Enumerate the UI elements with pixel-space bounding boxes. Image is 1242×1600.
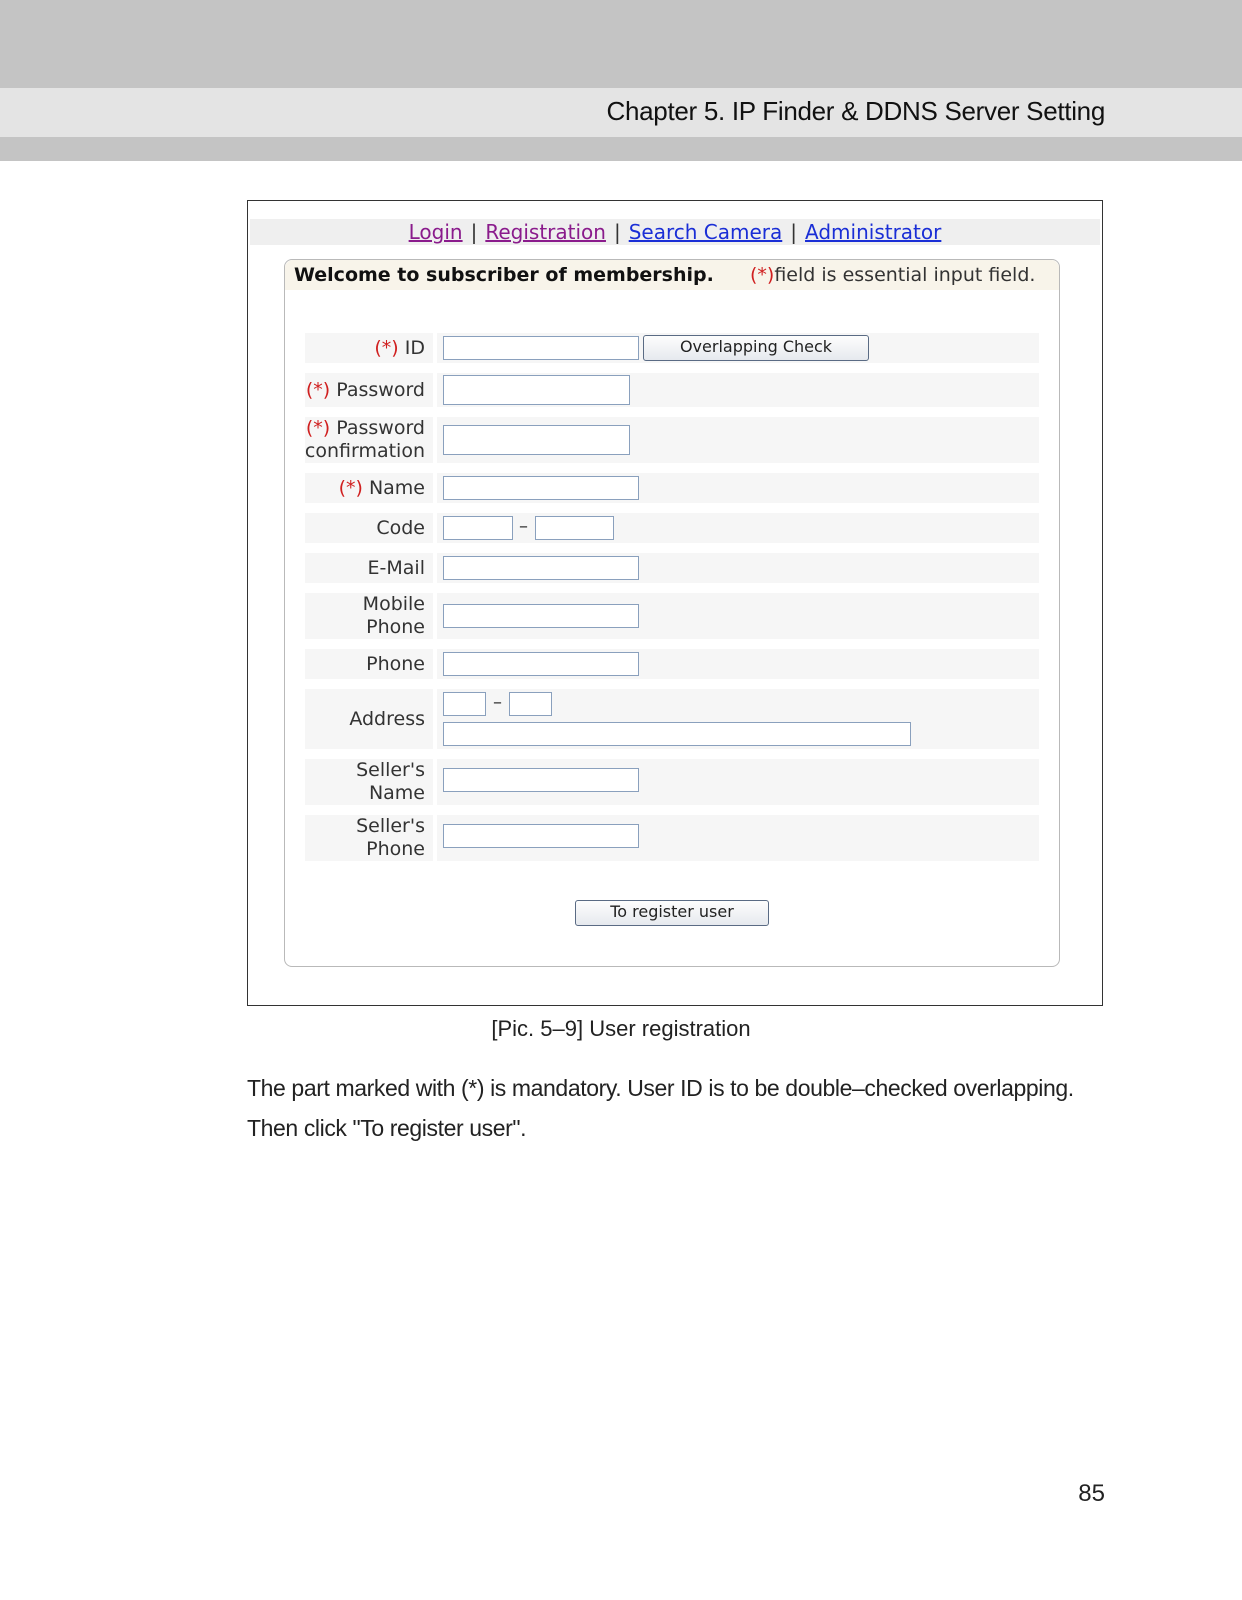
seller-phone-label [305, 815, 433, 861]
seller-name-label [305, 759, 433, 805]
required-note-text: field is essential input field. [774, 264, 1036, 286]
address-dash: – [493, 692, 502, 713]
nav-separator: | [470, 220, 478, 244]
page-number: 85 [1078, 1480, 1105, 1507]
seller-phone-line1: Seller's [356, 815, 425, 837]
name-label-text: Name [368, 476, 425, 499]
address-detail-input[interactable] [443, 722, 911, 746]
password-field-cell [437, 373, 1039, 407]
password-confirm-line2: confirmation [304, 440, 425, 462]
nav-login-link[interactable]: Login [408, 220, 463, 244]
phone-row [305, 649, 1039, 679]
password-label-text: Password [336, 378, 425, 401]
header-band-top [0, 0, 1242, 88]
code-field-cell [437, 513, 1039, 543]
top-nav [250, 219, 1100, 245]
address-label: Address [305, 689, 433, 749]
name-input[interactable] [443, 476, 639, 500]
email-field-cell [437, 553, 1039, 583]
code-label: Code [305, 513, 433, 543]
password-confirm-label [305, 417, 433, 463]
email-input[interactable] [443, 556, 639, 580]
seller-phone-field-cell [437, 815, 1039, 861]
nav-separator: | [790, 220, 798, 244]
mobile-line2: Phone [366, 616, 425, 638]
mobile-phone-field-cell [437, 593, 1039, 639]
phone-label: Phone [305, 649, 433, 679]
required-note [750, 264, 1035, 286]
password-confirm-input[interactable] [443, 425, 630, 455]
password-input[interactable] [443, 375, 630, 405]
seller-phone-input[interactable] [443, 824, 639, 848]
id-label [305, 333, 433, 363]
email-label: E-Mail [305, 553, 433, 583]
password-row [305, 373, 1039, 407]
email-row [305, 553, 1039, 583]
required-mark: (*) [305, 378, 331, 401]
body-line-2: Then click "To register user". [247, 1115, 527, 1141]
id-label-text: ID [404, 336, 425, 359]
required-mark: (*) [750, 264, 775, 286]
mobile-phone-input[interactable] [443, 604, 639, 628]
required-mark: (*) [374, 336, 399, 359]
address-field-cell [437, 689, 1039, 749]
phone-input[interactable] [443, 652, 639, 676]
code-input-second[interactable] [535, 516, 614, 540]
registration-screenshot [247, 200, 1103, 1006]
overlapping-check-button[interactable]: Overlapping Check [643, 335, 869, 361]
address-postal-first[interactable] [443, 692, 486, 716]
code-row [305, 513, 1039, 543]
password-confirm-field-cell [437, 417, 1039, 463]
nav-separator: | [613, 220, 621, 244]
seller-name-line2: Name [368, 782, 425, 804]
name-label [305, 473, 433, 503]
figure-caption: [Pic. 5–9] User registration [491, 1016, 751, 1041]
code-input-first[interactable] [443, 516, 513, 540]
address-postal-second[interactable] [509, 692, 552, 716]
seller-name-line1: Seller's [356, 759, 425, 781]
seller-phone-line2: Phone [366, 838, 425, 860]
header-band-bottom [0, 137, 1242, 161]
seller-name-field-cell [437, 759, 1039, 805]
password-label [305, 373, 433, 407]
required-mark: (*) [338, 476, 363, 499]
code-dash: – [519, 516, 528, 537]
seller-name-row [305, 759, 1039, 805]
welcome-bar [285, 260, 1059, 290]
mobile-phone-row [305, 593, 1039, 639]
welcome-title: Welcome to subscriber of membership. [294, 264, 714, 286]
id-field-cell [437, 333, 1039, 363]
registration-panel [284, 259, 1060, 967]
seller-phone-row [305, 815, 1039, 861]
password-confirm-line1: Password [336, 417, 425, 439]
nav-search-camera-link[interactable]: Search Camera [628, 220, 783, 244]
body-paragraph [247, 1068, 1117, 1148]
required-mark: (*) [305, 417, 331, 439]
address-row [305, 689, 1039, 749]
phone-field-cell [437, 649, 1039, 679]
nav-administrator-link[interactable]: Administrator [805, 220, 942, 244]
mobile-phone-label [305, 593, 433, 639]
password-confirm-row [305, 417, 1039, 463]
name-row [305, 473, 1039, 503]
chapter-title: Chapter 5. IP Finder & DDNS Server Setting [606, 96, 1105, 126]
mobile-line1: Mobile [362, 593, 425, 615]
id-input[interactable] [443, 336, 639, 360]
body-line-1: The part marked with (*) is mandatory. User ID is to be double–checked overlapping. [247, 1075, 1074, 1101]
id-row [305, 333, 1039, 363]
name-field-cell [437, 473, 1039, 503]
nav-registration-link[interactable]: Registration [485, 220, 606, 244]
register-user-button[interactable]: To register user [575, 900, 769, 926]
seller-name-input[interactable] [443, 768, 639, 792]
